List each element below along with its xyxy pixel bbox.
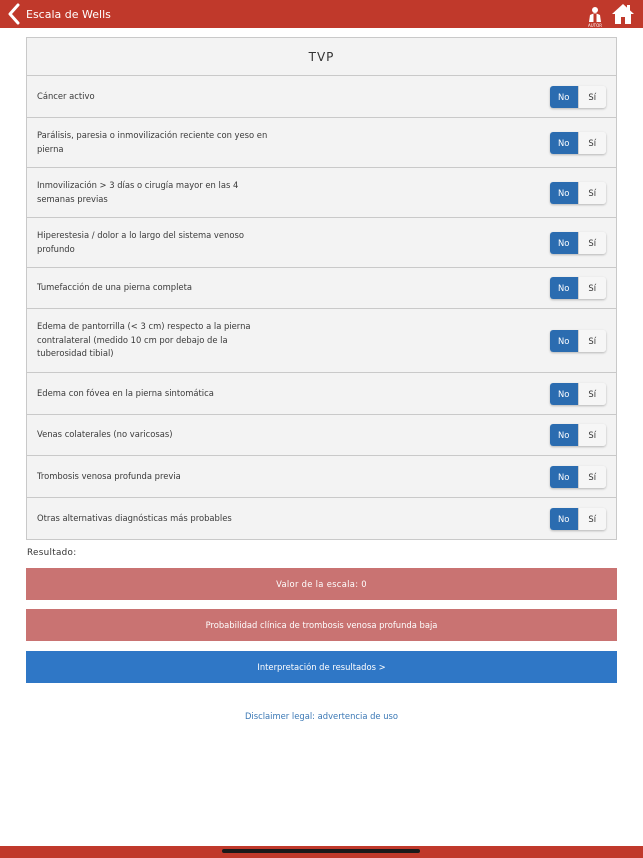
yes-option[interactable]: Sí xyxy=(578,86,607,108)
no-option[interactable]: No xyxy=(550,132,578,154)
criterion-label: Otras alternativas diagnósticas más probables xyxy=(37,512,232,523)
criterion-label: Venas colaterales (no varicosas) xyxy=(37,429,173,440)
yes-option[interactable]: Sí xyxy=(578,277,607,299)
yes-option[interactable]: Sí xyxy=(578,383,607,405)
interpretation-button[interactable]: Interpretación de resultados > xyxy=(26,651,617,683)
yes-no-toggle[interactable] xyxy=(550,232,606,254)
no-option[interactable]: No xyxy=(550,424,578,446)
yes-option[interactable]: Sí xyxy=(578,330,607,352)
criterion-label: Cáncer activo xyxy=(37,90,95,101)
criterion-label: Trombosis venosa profunda previa xyxy=(37,470,181,481)
yes-no-toggle[interactable] xyxy=(550,86,606,108)
no-option[interactable]: No xyxy=(550,508,578,530)
home-button[interactable] xyxy=(611,2,635,30)
criterion-row-collateral-veins xyxy=(27,415,616,456)
score-display: Valor de la escala: 0 xyxy=(26,568,617,600)
no-option[interactable]: No xyxy=(550,330,578,352)
no-option[interactable]: No xyxy=(550,86,578,108)
chevron-left-icon xyxy=(8,3,20,25)
home-icon xyxy=(611,2,635,26)
result-heading: Resultado: xyxy=(27,548,77,558)
yes-option[interactable]: Sí xyxy=(578,424,607,446)
wells-criteria-card xyxy=(26,37,617,540)
yes-option[interactable]: Sí xyxy=(578,232,607,254)
criterion-row-pitting-edema xyxy=(27,373,616,415)
page-title: Escala de Wells xyxy=(26,7,111,21)
criterion-row-swelling xyxy=(27,268,616,309)
author-label: AUTOR xyxy=(587,23,603,28)
criterion-row-cancer xyxy=(27,76,616,118)
criterion-label: Inmovilización > 3 días o cirugía mayor en las 4 semanas previas xyxy=(37,180,239,204)
yes-no-toggle[interactable] xyxy=(550,330,606,352)
no-option[interactable]: No xyxy=(550,277,578,299)
no-option[interactable]: No xyxy=(550,182,578,204)
no-option[interactable]: No xyxy=(550,383,578,405)
criterion-label: Edema de pantorrilla (< 3 cm) respecto a la pierna contralateral (medido 10 cm por debajo de la tuberosidad tibial) xyxy=(37,321,251,359)
no-option[interactable]: No xyxy=(550,232,578,254)
criterion-row-immobilization xyxy=(27,168,616,218)
criterion-label: Edema con fóvea en la pierna sintomática xyxy=(37,387,214,398)
yes-no-toggle[interactable] xyxy=(550,182,606,204)
criterion-row-alternative-diagnosis xyxy=(27,498,616,539)
home-indicator[interactable] xyxy=(222,849,420,853)
card-title: TVP xyxy=(27,38,616,76)
author-icon xyxy=(587,6,603,23)
disclaimer-link[interactable]: Disclaimer legal: advertencia de uso xyxy=(244,711,399,721)
author-button[interactable] xyxy=(584,4,606,28)
criterion-row-previous-dvt xyxy=(27,456,616,498)
criterion-row-calf-edema xyxy=(27,309,616,373)
criterion-label: Tumefacción de una pierna completa xyxy=(37,282,193,293)
yes-no-toggle[interactable] xyxy=(550,277,606,299)
yes-option[interactable]: Sí xyxy=(578,182,607,204)
yes-option[interactable]: Sí xyxy=(578,508,607,530)
yes-no-toggle[interactable] xyxy=(550,383,606,405)
criterion-row-hyperesthesia xyxy=(27,218,616,268)
top-navigation-bar xyxy=(0,0,643,28)
yes-no-toggle[interactable] xyxy=(550,424,606,446)
probability-display: Probabilidad clínica de trombosis venosa profunda baja xyxy=(26,609,617,641)
yes-no-toggle[interactable] xyxy=(550,508,606,530)
criterion-label: Hiperestesia / dolor a lo largo del sistema venoso profundo xyxy=(37,230,244,254)
yes-no-toggle[interactable] xyxy=(550,132,606,154)
yes-no-toggle[interactable] xyxy=(550,466,606,488)
yes-option[interactable]: Sí xyxy=(578,466,607,488)
back-button[interactable] xyxy=(0,0,111,28)
criterion-label: Parálisis, paresia o inmovilización reciente con yeso en pierna xyxy=(37,130,268,154)
no-option[interactable]: No xyxy=(550,466,578,488)
criterion-row-paralysis xyxy=(27,118,616,168)
yes-option[interactable]: Sí xyxy=(578,132,607,154)
